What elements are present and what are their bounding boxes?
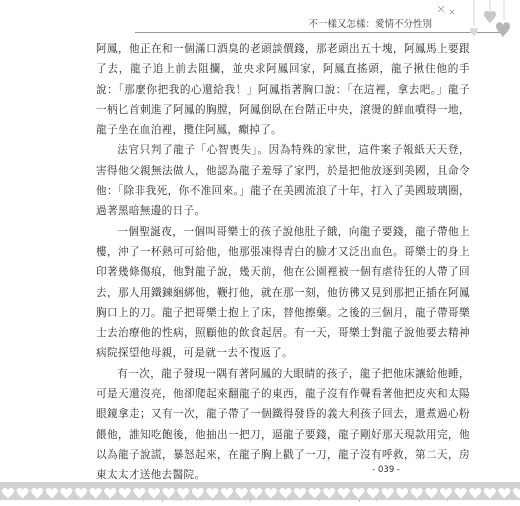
heart-icon — [236, 488, 248, 499]
page-number: - 039 - — [372, 465, 400, 475]
paragraph: 有一次，龍子發現一隅有著阿鳳的大眼睛的孩子，龍子把他床讓給他睡，可是天還沒亮，他卻爬起來翻龍子的東西，龍子沒有作聲看著他把皮夾和太陽眼鏡拿走；又有一次，龍子帶了一個鐵得發昏的義大利孩子回去，還煮過心粉餵他，誰知吃飽後，他抽出一把刀，逼龍子要錢，龍子剛好那天現款用完，他以為龍子說謊，暴怒起來，在龍子胸上戳了一刀，龍子沒有呼救，第二天，房東太太才送他去醫院。 — [96, 367, 470, 482]
heart-icon — [206, 488, 218, 499]
heart-icon — [192, 488, 204, 499]
heart-icon — [367, 488, 379, 499]
heart-icon — [411, 488, 423, 499]
heart-icon — [90, 488, 102, 499]
heart-icon — [279, 488, 291, 499]
heart-icon — [352, 488, 364, 499]
heart-icon — [75, 488, 87, 499]
heart-icon — [60, 488, 72, 499]
heart-icon — [469, 488, 481, 499]
heart-icon — [455, 488, 467, 499]
heart-icon — [265, 488, 277, 499]
footer-hearts-icon — [0, 482, 520, 500]
paragraph: 阿鳳，他正在和一個滿口酒臭的老頭談價錢，那老頭出五十塊，阿鳳馬上要跟了去，龍子追上前去阻攔，並央求阿鳳回家，阿鳳直搖頭，龍子揪住他的手說：「那麼你把我的心還給我！」阿鳳指著胸口說：「在這裡，拿去吧。」龍子一柄匕首刺進了阿鳳的胸膛，阿鳳倒臥在台階正中央，滾燙的鮮血噴得一地，龍子坐在血泊裡，攬住阿鳳，癲掉了。 — [96, 43, 470, 137]
heart-icon — [323, 488, 335, 499]
heart-icon — [396, 488, 408, 499]
heart-icon — [104, 488, 116, 499]
heart-icon — [440, 488, 452, 499]
heart-icon — [513, 488, 520, 499]
heart-icon — [309, 488, 321, 499]
heart-icon — [46, 488, 58, 499]
heart-icon — [2, 488, 14, 499]
heart-icon — [338, 488, 350, 499]
heart-icon — [382, 488, 394, 499]
paragraph: 一個聖誕夜，一個叫哥樂士的孩子說他肚子餓，向龍子要錢，龍子帶他上樓，沖了一杯熱可可給他，他那張凍得青白的臉才又泛出血色。哥樂士的身上印著幾條傷痕，他對龍子說，幾天前，他在公園裡被一個有虐待狂的人帶了回去，那人用鐵鍊綑綁他，鞭打他，就在那一刻，他彷彿又見到那把正插在阿鳳胸口上的刀。龍子把哥樂士抱上了床，替他擦藥。之後的三個月，龍子帶哥樂士去治療他的性病，照顧他的飲食起居。有一天，哥樂士對龍子說他要去精神病院探望他母親，可是就一去不復返了。 — [96, 225, 470, 360]
paragraph: 法官只判了龍子「心智喪失」。因為特殊的家世，這件案子報紙天天登，害得他父親無法做人，他認為龍子羞辱了家門，於是把他放逐到美國，且命令他：「除非我死，你不准回來。」龍子在美國流浪了十年，打入了美國玻璃圈，過著黑暗無邊的日子。 — [96, 144, 470, 218]
heart-icon — [498, 488, 510, 499]
header-title: 不一樣又怎樣：愛情不分性別 — [308, 19, 432, 30]
heart-icon — [484, 488, 496, 499]
heart-icon — [148, 488, 160, 499]
heart-icon — [221, 488, 233, 499]
heart-icon — [163, 488, 175, 499]
body-text — [96, 39, 470, 506]
heart-icon — [294, 488, 306, 499]
heart-icon — [250, 488, 262, 499]
heart-icon — [133, 488, 145, 499]
heart-icon — [119, 488, 131, 499]
heart-icon — [17, 488, 29, 499]
heart-icon — [425, 488, 437, 499]
heart-icon — [177, 488, 189, 499]
heart-icon — [31, 488, 43, 499]
